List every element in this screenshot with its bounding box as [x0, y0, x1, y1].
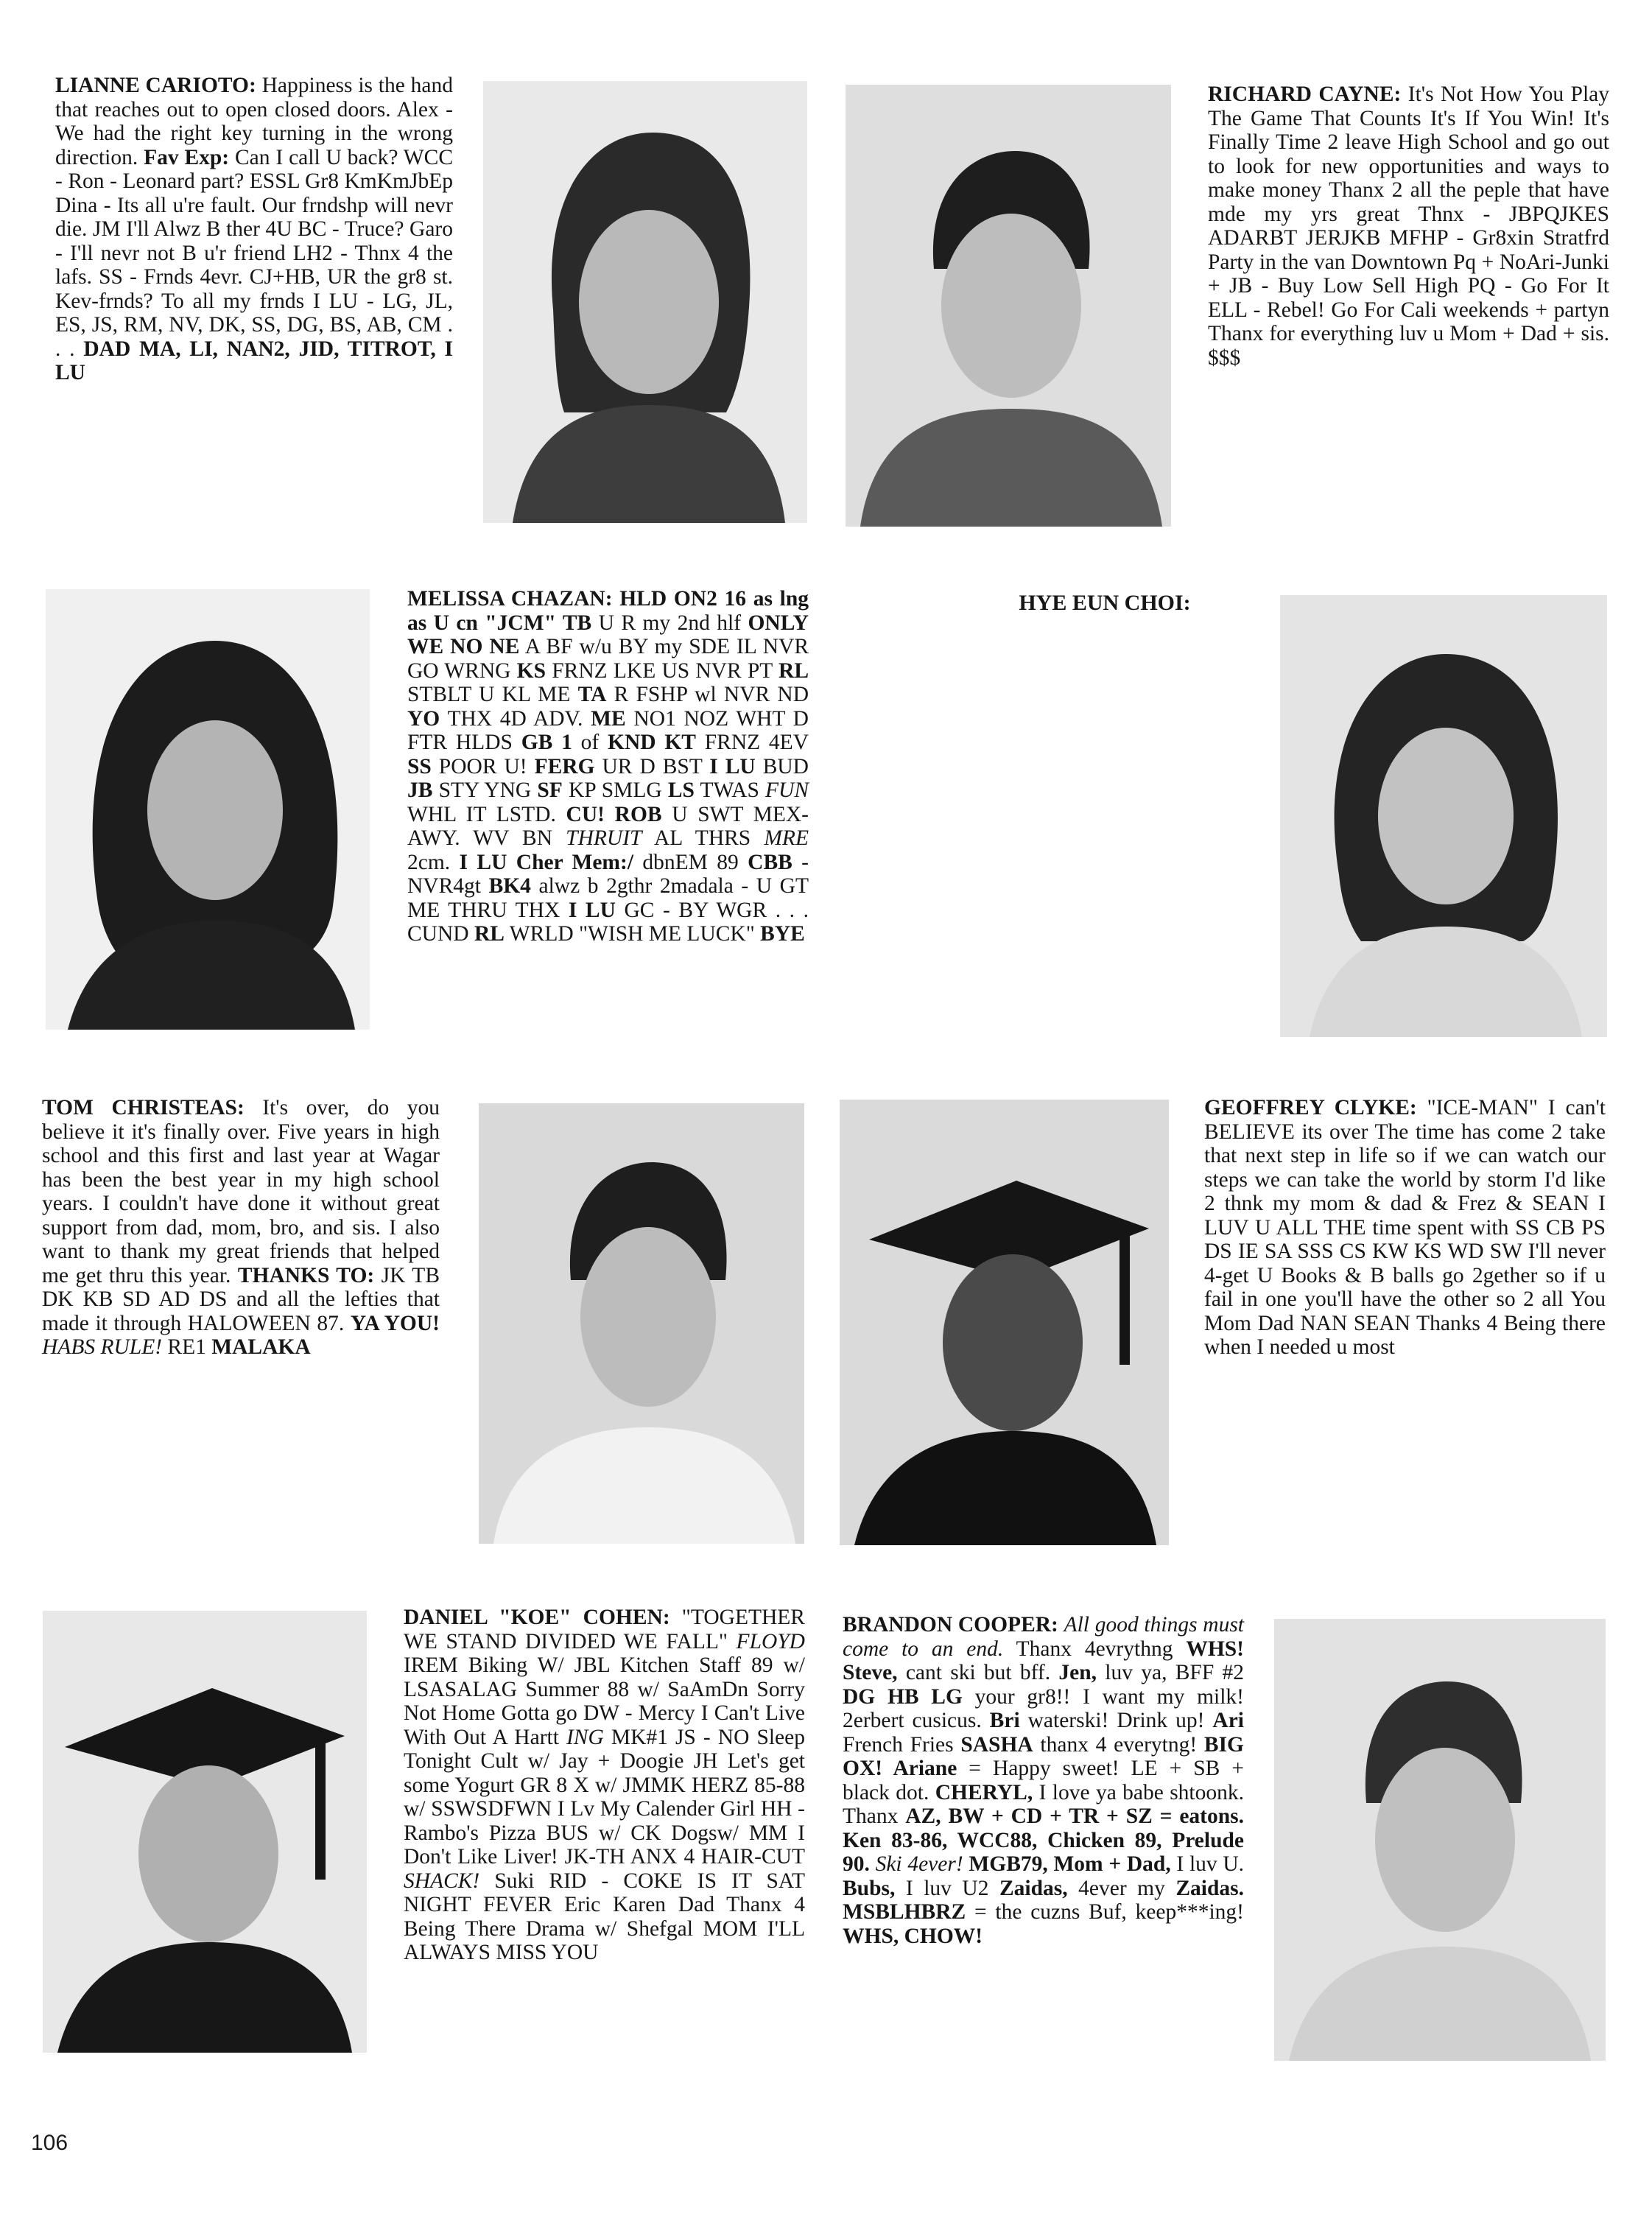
entry-text-run: 2cm. — [407, 850, 460, 874]
entry-text-run: thanx 4 everytng! — [1033, 1732, 1204, 1757]
entry-text-run: I luv U2 — [895, 1876, 999, 1900]
entry-text-run: BUD — [755, 754, 809, 778]
entry-text-run: A BF w/u BY my SDE IL NVR GO WRNG — [407, 635, 809, 683]
entry-text-run: IREM Biking W/ JBL Kitchen Staff 89 w/ LSASALAG Summer 88 w/ SaAmDn Sorry Not Home Gotta go DW - Mercy I Can't Live With Out A Hartt — [404, 1653, 805, 1749]
entry-text-run: I LU — [568, 898, 616, 922]
entry-text-run: FUN — [765, 778, 809, 802]
entry-text-run: U SWT MEX-AWY. WV BN — [407, 802, 809, 850]
entry-text-run: AL THRS — [642, 826, 765, 850]
portrait-silhouette-icon — [846, 85, 1171, 527]
portrait-silhouette-icon — [483, 81, 807, 523]
entry-text-run: FRNZ 4EV — [695, 731, 809, 754]
entry-text-run: LS — [667, 778, 695, 802]
entry-text-run: Jen, — [1058, 1661, 1097, 1684]
entry-text-run: dbnEM 89 — [633, 850, 748, 874]
entry-christeas — [42, 1096, 440, 1360]
portrait-brandon-cooper — [1274, 1619, 1606, 2061]
entry-text-run: HABS RULE! — [42, 1335, 163, 1359]
entry-text-run: MGB79, Mom + Dad, — [969, 1852, 1171, 1876]
entry-text-run: BK4 — [488, 874, 531, 898]
portrait-daniel-cohen — [43, 1611, 367, 2053]
entry-text-run: KS — [516, 658, 546, 683]
entry-text-run: UR D BST — [594, 754, 710, 778]
entry-text-run: BYE — [760, 922, 805, 946]
entry-text-run: 4ever my — [1067, 1876, 1176, 1900]
entry-text-run: U R my 2nd hlf — [591, 611, 748, 635]
portrait-silhouette-icon — [479, 1103, 804, 1544]
entry-text-run: MRE — [764, 826, 809, 850]
entry-text-run — [507, 851, 516, 874]
student-name: RICHARD CAYNE: — [1208, 82, 1402, 106]
entry-text-run: POOR U! — [431, 754, 535, 778]
entry-choi-name: HYE EUN CHOI: — [1019, 591, 1191, 615]
entry-text-run: YO — [407, 706, 440, 731]
entry-text-run: as lng as U cn "JCM" TB — [407, 587, 809, 635]
entry-text-run: RL — [474, 922, 505, 946]
portrait-lianne-carioto — [483, 81, 807, 523]
entry-text-run — [1058, 1613, 1064, 1637]
entry-text-run: KND KT — [608, 731, 696, 754]
entry-text-run: your gr8!! I want my milk! 2erbert cusicus. — [843, 1684, 1244, 1732]
entry-text-run: - NVR4gt — [407, 850, 809, 898]
entry-text-run: MALAKA — [211, 1335, 311, 1359]
student-name: DANIEL "KOE" COHEN: — [404, 1606, 670, 1629]
entry-text-run: JB — [407, 778, 433, 802]
entry-chazan — [407, 587, 809, 946]
entry-text-run: FERG — [534, 754, 595, 778]
student-name: BRANDON COOPER: — [843, 1613, 1058, 1637]
entry-text-run: TWAS — [694, 778, 766, 802]
graduation-cap-icon — [840, 1100, 1169, 1545]
entry-text-run: It's over, do you believe it it's finally over. Five years in high school and this first and last year at Wagar has been the best year in my high school years. I couldn't have done it without great support from dad, mom, bro, and sis. I also want to thank my great friends that helped me get thru this year. — [42, 1096, 440, 1287]
entry-text-run: WHS, CHOW! — [843, 1924, 983, 1948]
entry-text-run — [870, 1852, 876, 1876]
entry-text-run: BIG OX! Ariane — [843, 1732, 1244, 1780]
entry-text-run: DAD MA, LI, NAN2, JID, TITROT, I LU — [55, 337, 453, 384]
entry-text-run: THRUIT — [566, 826, 642, 850]
entry-text-run: = Happy sweet! LE + SB + black dot. — [843, 1757, 1244, 1804]
entry-text-run: SHACK! — [404, 1869, 480, 1893]
portrait-geoffrey-clyke — [840, 1100, 1169, 1545]
entry-cohen — [404, 1606, 805, 1965]
entry-text-run: cant ski but bff. — [897, 1661, 1059, 1684]
entry-clyke — [1204, 1096, 1606, 1360]
entry-text-run: luv ya, BFF #2 — [1097, 1661, 1244, 1684]
entry-text-run: DG HB LG — [843, 1684, 963, 1709]
entry-text-run: THX 4D ADV. — [440, 706, 591, 731]
entry-text-run: YA YOU! — [350, 1311, 440, 1335]
entry-text-run: ME — [591, 706, 626, 731]
portrait-silhouette-icon — [1274, 1619, 1606, 2061]
entry-text-run: AZ, BW + CD + TR + SZ = eatons. Ken 83-86, WCC88, Chicken 89, Prelude 90. — [843, 1804, 1244, 1876]
entry-text-run: SASHA — [960, 1732, 1033, 1757]
entry-text-run: "TOGETHER WE STAND DIVIDED WE FALL" — [404, 1606, 805, 1653]
entry-text-run: CHERYL, — [935, 1780, 1033, 1804]
entry-text-run: Ari — [1212, 1709, 1244, 1732]
page-number: 106 — [31, 2131, 68, 2155]
entry-text-run: MK#1 JS - NO Sleep Tonight Cult w/ Jay + Doogie JH Let's get some Yogurt GR 8 X w/ JMMK HERZ 85-88 w/ SSWSDFWN I Lv My Calender Girl HH - Rambo's Pizza BUS w/ CK Dogsw/ MM I Don't Like Liver! JK-TH ANX 4 HAIR-CUT — [404, 1725, 805, 1869]
entry-text-run: SS — [407, 754, 432, 778]
entry-text-run: NO1 NOZ WHT D FTR HLDS — [407, 706, 809, 754]
student-name: TOM CHRISTEAS: — [42, 1096, 245, 1120]
entry-text-run: alwz b 2gthr 2madala - U GT ME THRU THX — [407, 874, 809, 922]
entry-text-run: French Fries — [843, 1732, 961, 1757]
entry-text-run: Bubs, — [843, 1876, 896, 1900]
entry-text-run: HLD ON2 16 — [612, 587, 747, 611]
entry-text-run: Suki RID - COKE IS IT SAT NIGHT FEVER Eric Karen Dad Thanx 4 Being There Drama w/ Shefgal MOM I'LL ALWAYS MISS YOU — [404, 1869, 805, 1964]
entry-text-run: Thanx 4evrythng — [1003, 1637, 1187, 1661]
entry-text-run: WRLD "WISH ME LUCK" — [504, 922, 761, 946]
student-name: GEOFFREY CLYKE: — [1204, 1096, 1417, 1120]
entry-text-run: RE1 — [162, 1335, 212, 1359]
entry-cooper — [843, 1613, 1244, 1948]
entry-text-run: JK TB DK KB SD AD DS and all the lefties that made it through HALOWEEN 87. — [42, 1263, 440, 1335]
entry-text-run: "ICE-MAN" I can't BELIEVE its over The time has come 2 take that next step in life so if we can watch our steps we can take the world by storm I'd like 2 thnk my mom & dad & Frez & SEAN I LUV U ALL THE time spent with SS CB PS DS IE SA SSS CS KW KS WD SW I'll never 4-get U Books & B balls go 2gether so if u fail in one you'll have the other so 2 all You Mom Dad NAN SEAN Thanks 4 Being there when I needed u most — [1204, 1096, 1606, 1359]
entry-text-run: STY YNG — [432, 778, 538, 802]
entry-text-run: I love ya babe shtoonk. Thanx — [843, 1780, 1244, 1828]
entry-text-run: THANKS TO: — [237, 1263, 375, 1287]
entry-text-run: WHL IT LSTD. — [407, 802, 566, 826]
entry-text-run: Bri — [989, 1709, 1020, 1732]
entry-text-run: It's Not How You Play The Game That Counts It's If You Win! It's Finally Time 2 leave High School and go out to look for new opportunities and ways to make money Thanx 2 all the peple that have mde my yrs great Thnx - JBPQJKES ADARBT JERJKB MFHP - Gr8xin Stratfrd Party in the van Downtown Pq + NoAri-Junki + JB - Buy Low Sell High PQ - Go For It ELL - Rebel! Go For Cali weekends + partyn Thanx for everything luv u Mom + Dad + sis. $$$ — [1208, 82, 1609, 370]
entry-text-run: FLOYD — [736, 1629, 805, 1653]
entry-text-run: Zaidas, — [999, 1876, 1068, 1900]
entry-text-run: FRNZ LKE US NVR PT — [546, 658, 779, 683]
entry-text-run: I LU — [709, 754, 756, 778]
graduation-cap-icon — [43, 1611, 367, 2053]
entry-text-run: SF — [537, 778, 563, 802]
entry-cayne — [1208, 82, 1609, 370]
entry-text-run: Cher Mem:/ — [516, 850, 634, 874]
entry-text-run: = the cuzns Buf, keep***ing! — [966, 1900, 1244, 1924]
entry-text-run: STBLT U KL ME — [407, 683, 578, 706]
entry-text-run: CBB — [748, 850, 792, 874]
entry-text-run: Happiness is the hand that reaches out to open closed doors. Alex - We had the right key turning in the wrong direction. — [55, 74, 453, 169]
portrait-richard-cayne — [846, 85, 1171, 527]
portrait-hye-eun-choi — [1280, 595, 1607, 1037]
entry-text-run: TA — [577, 683, 607, 706]
portrait-melissa-chazan — [46, 589, 370, 1030]
entry-text-run: ONLY WE NO NE — [407, 611, 809, 658]
entry-text-run: CU! ROB — [566, 802, 662, 826]
portrait-tom-christeas — [479, 1103, 804, 1544]
entry-text-run: All good things must come to an end. — [843, 1613, 1244, 1661]
entry-text-run — [746, 587, 753, 611]
entry-text-run: ING — [566, 1725, 604, 1749]
portrait-silhouette-icon — [1280, 595, 1607, 1037]
entry-text-run: GC - BY WGR . . . CUND — [407, 898, 809, 946]
student-name: LIANNE CARIOTO: — [55, 74, 256, 97]
entry-carioto — [55, 74, 453, 385]
entry-text-run: RL — [778, 658, 809, 683]
entry-text-run: KP SMLG — [562, 778, 668, 802]
entry-text-run: Fav Exp: — [144, 145, 230, 169]
entry-text-run: I LU — [459, 850, 507, 874]
student-name: MELISSA CHAZAN: — [407, 587, 613, 611]
entry-text-run: Zaidas. MSBLHBRZ — [843, 1876, 1244, 1924]
entry-text-run: of — [572, 731, 608, 754]
entry-text-run: GB 1 — [521, 731, 572, 754]
entry-text-run: R FSHP wl NVR ND — [606, 683, 809, 706]
portrait-silhouette-icon — [46, 589, 370, 1030]
entry-text-run: WHS! Steve, — [843, 1637, 1244, 1684]
entry-text-run: Ski 4ever! — [875, 1852, 963, 1876]
entry-text-run: I luv U. — [1170, 1852, 1245, 1876]
entry-text-run: Can I call U back? WCC - Ron - Leonard part? ESSL Gr8 KmKmJbEp Dina - Its all u're fault. Our frndshp will nevr die. JM I'll Alwz B ther 4U BC - Truce? Garo - I'll nevr not B u'r friend LH2 - Thnx 4 the lafs. SS - Frnds 4evr. CJ+HB, UR the gr8 st. Kev-frnds? To all my frnds I LU - LG, JL, ES, JS, RM, NV, DK, SS, DG, BS, AB, CM . . . — [55, 145, 453, 361]
entry-text-run: waterski! Drink up! — [1019, 1709, 1213, 1732]
